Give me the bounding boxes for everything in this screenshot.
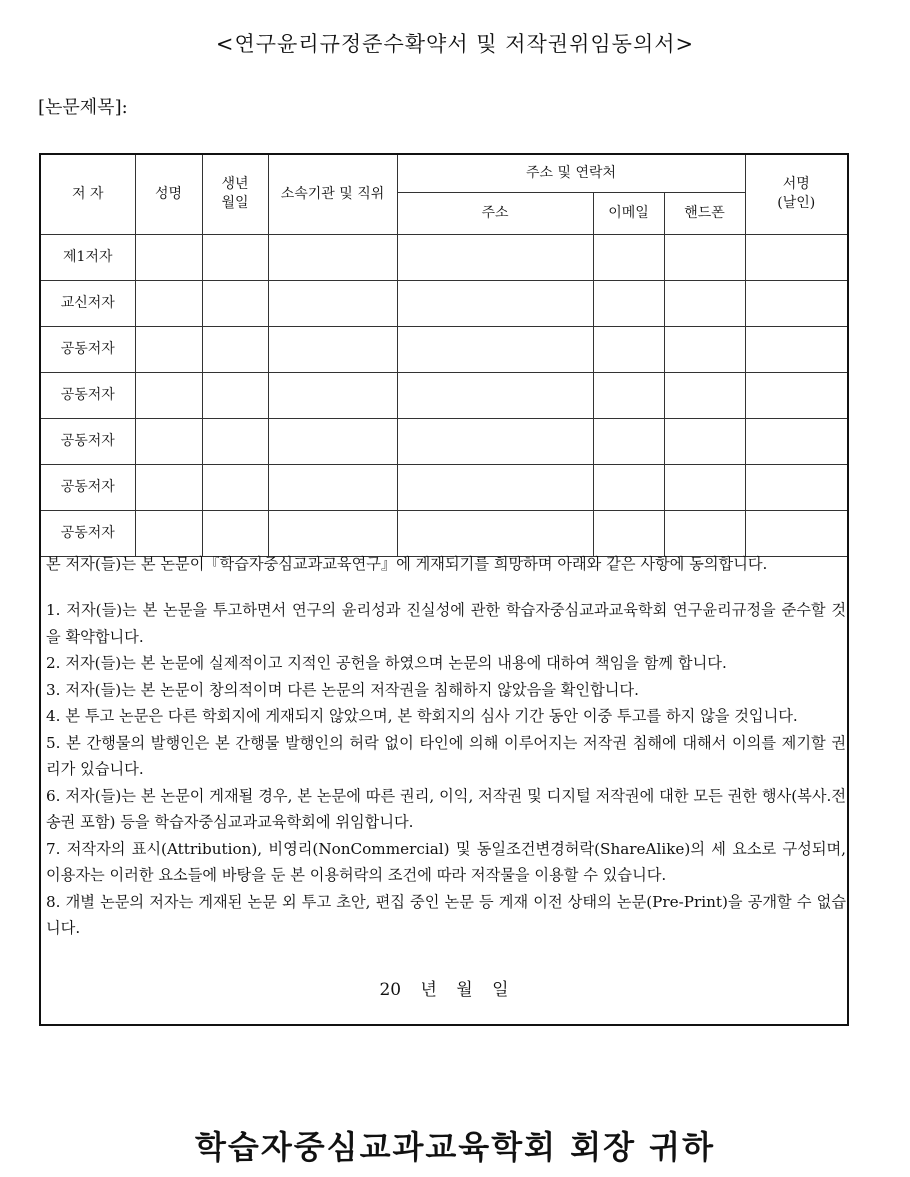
- address-cell[interactable]: [397, 510, 593, 556]
- phone-cell[interactable]: [664, 464, 745, 510]
- signature-cell[interactable]: [745, 372, 847, 418]
- affiliation-cell[interactable]: [268, 510, 397, 556]
- email-cell[interactable]: [593, 372, 664, 418]
- table-row: [41, 280, 847, 326]
- signature-cell[interactable]: [745, 510, 847, 556]
- birthdate-cell[interactable]: [202, 280, 268, 326]
- consent-item: 8. 개별 논문의 저자는 게재된 논문 외 투고 초안, 편집 중인 논문 등 게재 이전 상태의 논문(Pre-Print)을 공개할 수 없습니다.: [46, 892, 846, 937]
- affiliation-cell[interactable]: [268, 372, 397, 418]
- signature-cell[interactable]: [745, 418, 847, 464]
- row-label: 공동저자: [41, 418, 135, 464]
- author-table: [41, 155, 847, 557]
- address-cell[interactable]: [397, 234, 593, 280]
- name-cell[interactable]: [135, 464, 202, 510]
- consent-item: 5. 본 간행물의 발행인은 본 간행물 발행인의 허락 없이 타인에 의해 이루어지는 저작권 침해에 대해서 이의를 제기할 권리가 있습니다.: [46, 733, 846, 778]
- header-affiliation: 소속기관 및 직위: [268, 155, 397, 234]
- row-label: 공동저자: [41, 372, 135, 418]
- birthdate-cell[interactable]: [202, 464, 268, 510]
- birthdate-cell[interactable]: [202, 418, 268, 464]
- name-cell[interactable]: [135, 372, 202, 418]
- affiliation-cell[interactable]: [268, 280, 397, 326]
- row-label: 공동저자: [41, 464, 135, 510]
- table-row: [41, 234, 847, 280]
- name-cell[interactable]: [135, 418, 202, 464]
- phone-cell[interactable]: [664, 418, 745, 464]
- table-row: [41, 464, 847, 510]
- header-phone: 핸드폰: [664, 192, 745, 234]
- address-cell[interactable]: [397, 326, 593, 372]
- header-address: 주소: [397, 192, 593, 234]
- header-birth-line1: 생년: [221, 176, 249, 193]
- row-label: 제1저자: [41, 234, 135, 280]
- header-signature-line1: 서명: [782, 176, 810, 193]
- birthdate-cell[interactable]: [202, 234, 268, 280]
- email-cell[interactable]: [593, 280, 664, 326]
- phone-cell[interactable]: [664, 510, 745, 556]
- consent-section: [46, 553, 846, 942]
- signature-cell[interactable]: [745, 464, 847, 510]
- signature-cell[interactable]: [745, 234, 847, 280]
- header-signature-line2: (날인): [777, 195, 816, 212]
- address-cell[interactable]: [397, 280, 593, 326]
- row-label: 교신저자: [41, 280, 135, 326]
- address-cell[interactable]: [397, 418, 593, 464]
- consent-item: 6. 저자(들)는 본 논문이 게재될 경우, 본 논문에 따른 권리, 이익, 저작권 및 디지털 저작권에 대한 모든 권한 행사(복사.전송권 포함) 등을 학습자중심교과교육학회에 위임합니다.: [46, 786, 846, 831]
- affiliation-cell[interactable]: [268, 326, 397, 372]
- email-cell[interactable]: [593, 510, 664, 556]
- consent-intro: 본 저자(들)는 본 논문이『학습자중심교과교육연구』에 게재되기를 희망하며 아래와 같은 사항에 동의합니다.: [46, 555, 768, 573]
- header-author: 저 자: [41, 155, 135, 234]
- header-birthdate: [202, 155, 268, 234]
- table-row: [41, 510, 847, 556]
- signature-cell[interactable]: [745, 326, 847, 372]
- table-row: [41, 418, 847, 464]
- document-title: <연구윤리규정준수확약서 및 저작권위임동의서>: [215, 32, 695, 56]
- consent-item: 2. 저자(들)는 본 논문에 실제적이고 지적인 공헌을 하였으며 논문의 내용에 대하여 책임을 함께 합니다.: [46, 654, 727, 672]
- email-cell[interactable]: [593, 234, 664, 280]
- email-cell[interactable]: [593, 418, 664, 464]
- birthdate-cell[interactable]: [202, 326, 268, 372]
- header-birth-line2: 월일: [221, 195, 249, 212]
- address-cell[interactable]: [397, 464, 593, 510]
- name-cell[interactable]: [135, 510, 202, 556]
- row-label: 공동저자: [41, 510, 135, 556]
- affiliation-cell[interactable]: [268, 234, 397, 280]
- signature-cell[interactable]: [745, 280, 847, 326]
- affiliation-cell[interactable]: [268, 418, 397, 464]
- consent-item: 3. 저자(들)는 본 논문이 창의적이며 다른 논문의 저작권을 침해하지 않았음을 확인합니다.: [46, 680, 639, 699]
- header-email: 이메일: [593, 192, 664, 234]
- addressee: 학습자중심교과교육학회 회장 귀하: [195, 1128, 715, 1166]
- consent-item: 1. 저자(들)는 본 논문을 투고하면서 연구의 윤리성과 진실성에 관한 학습자중심교과교육학회 연구윤리규정을 준수할 것을 확약합니다.: [46, 601, 846, 646]
- name-cell[interactable]: [135, 326, 202, 372]
- affiliation-cell[interactable]: [268, 464, 397, 510]
- phone-cell[interactable]: [664, 280, 745, 326]
- name-cell[interactable]: [135, 280, 202, 326]
- date-line: 20 년 월 일: [379, 980, 509, 1000]
- form-frame: [39, 153, 849, 1026]
- birthdate-cell[interactable]: [202, 372, 268, 418]
- phone-cell[interactable]: [664, 326, 745, 372]
- name-cell[interactable]: [135, 234, 202, 280]
- row-label: 공동저자: [41, 326, 135, 372]
- table-row: [41, 326, 847, 372]
- header-contact-group: 주소 및 연락처: [397, 155, 745, 192]
- email-cell[interactable]: [593, 326, 664, 372]
- header-signature: [745, 155, 847, 234]
- table-row: [41, 372, 847, 418]
- paper-title-label: [논문제목]:: [38, 97, 128, 118]
- consent-item: 4. 본 투고 논문은 다른 학회지에 게재되지 않았으며, 본 학회지의 심사 기간 동안 이중 투고를 하지 않을 것입니다.: [46, 707, 798, 725]
- header-name: 성명: [135, 155, 202, 234]
- address-cell[interactable]: [397, 372, 593, 418]
- email-cell[interactable]: [593, 464, 664, 510]
- birthdate-cell[interactable]: [202, 510, 268, 556]
- phone-cell[interactable]: [664, 234, 745, 280]
- phone-cell[interactable]: [664, 372, 745, 418]
- consent-item: 7. 저작자의 표시(Attribution), 비영리(NonCommercial) 및 동일조건변경허락(ShareAlike)의 세 요소로 구성되며, 이용자는 이러한 요소들에 바탕을 둔 본 이용허락의 조건에 따라 저작물을 이용할 수 있습니다.: [46, 839, 846, 884]
